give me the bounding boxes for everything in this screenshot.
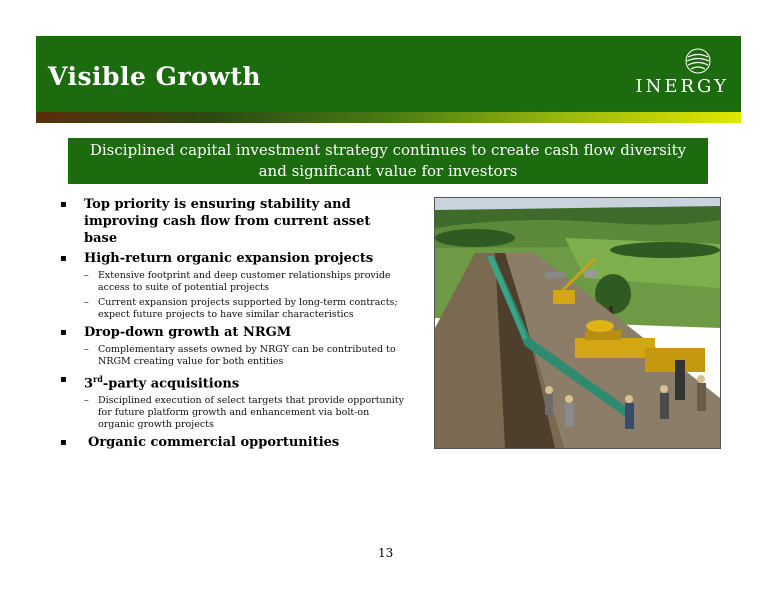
slide-title: Visible Growth bbox=[48, 62, 262, 91]
strategy-banner bbox=[68, 138, 708, 184]
globe-logo-icon bbox=[685, 48, 711, 74]
banner-text: Disciplined capital investment strategy continues to create cash flow diversity and significant value for investors bbox=[89, 141, 687, 180]
sub-bullet-item bbox=[60, 344, 405, 368]
bullet-item bbox=[60, 371, 405, 392]
sub-bullet-text: Complementary assets owned by NRGY can be contributed to NRGM creating value for both entities bbox=[98, 344, 396, 367]
bullet-marker: ▪ bbox=[60, 253, 67, 264]
header-bar bbox=[36, 36, 741, 112]
gradient-divider bbox=[36, 112, 741, 123]
pipeline-photo-illustration bbox=[435, 198, 720, 448]
bullet-text: Organic commercial opportunities bbox=[88, 435, 340, 451]
bullet-text: Drop-down growth at NRGM bbox=[84, 325, 292, 340]
pipeline-construction-photo bbox=[434, 197, 721, 449]
bullet-marker: ▪ bbox=[60, 199, 67, 210]
bullet-item bbox=[60, 324, 405, 341]
sub-bullet-text: Current expansion projects supported by long-term contracts; expect future projects to have similar characteristics bbox=[98, 297, 398, 320]
bullet-item bbox=[60, 196, 405, 247]
logo-wordmark: INERGY bbox=[635, 76, 729, 97]
bullet-list bbox=[60, 196, 405, 454]
bullet-text-superscript: rd bbox=[93, 374, 103, 384]
sub-bullet-item bbox=[60, 297, 405, 321]
bullet-marker: ▪ bbox=[60, 437, 67, 449]
sub-bullet-marker: – bbox=[84, 297, 89, 308]
bullet-text-suffix: -party acquisitions bbox=[102, 376, 240, 392]
bullet-text-prefix: 3 bbox=[84, 376, 94, 392]
bullet-marker: ▪ bbox=[60, 374, 67, 385]
page-number: 13 bbox=[378, 546, 394, 560]
sub-bullet-marker: – bbox=[84, 395, 89, 407]
bullet-item bbox=[60, 250, 405, 267]
bullet-text: High-return organic expansion projects bbox=[84, 251, 374, 266]
sub-bullet-text: Disciplined execution of select targets that provide opportunity for future platform growth and enhancement via bolt-on organic growth projects bbox=[98, 395, 404, 431]
sub-bullet-text: Extensive footprint and deep customer relationships provide access to suite of potential projects bbox=[98, 270, 391, 293]
bullet-marker: ▪ bbox=[60, 327, 67, 338]
sub-bullet-marker: – bbox=[84, 344, 89, 355]
sub-bullet-item bbox=[60, 270, 405, 294]
bullet-text: Top priority is ensuring stability and improving cash flow from current asset base bbox=[84, 197, 371, 246]
sub-bullet-marker: – bbox=[84, 270, 89, 281]
sub-bullet-item bbox=[60, 395, 405, 431]
bullet-item bbox=[60, 434, 405, 451]
company-logo bbox=[619, 48, 729, 100]
